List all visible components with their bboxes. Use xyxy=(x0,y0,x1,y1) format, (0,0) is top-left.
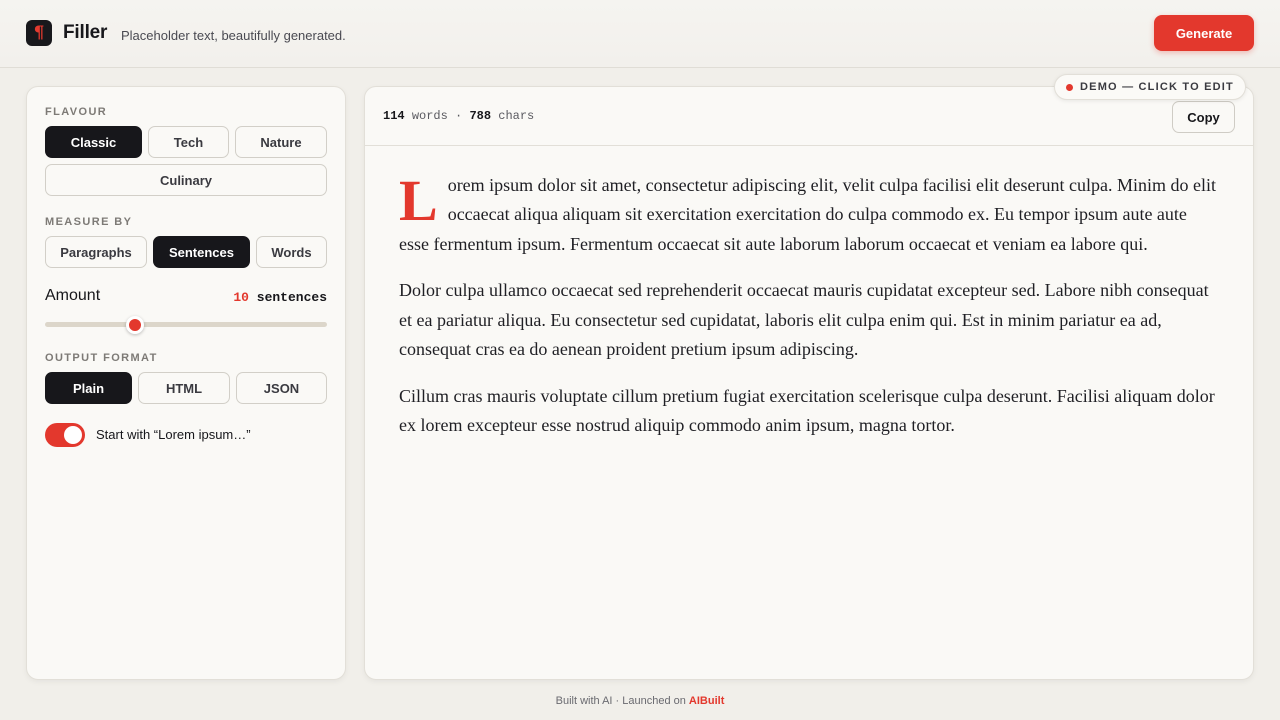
demo-badge[interactable] xyxy=(1054,74,1246,100)
app-title: Filler xyxy=(63,22,108,43)
amount-label: Amount xyxy=(45,287,101,304)
measure-option-words[interactable]: Words xyxy=(256,236,327,268)
footer xyxy=(0,695,1280,707)
output-panel xyxy=(364,86,1254,680)
settings-sidebar xyxy=(26,86,346,680)
measure-option-paragraphs[interactable]: Paragraphs xyxy=(45,236,147,268)
char-count-label: chars xyxy=(498,109,535,123)
word-count: 114 xyxy=(383,109,405,123)
paragraph xyxy=(399,168,1219,259)
footer-text: Built with AI · Launched on xyxy=(555,695,689,707)
pilcrow-logo-icon: ¶ xyxy=(26,20,52,46)
flavour-option-nature[interactable]: Nature xyxy=(235,126,327,158)
flavour-option-classic[interactable]: Classic xyxy=(45,126,142,158)
format-option-html[interactable]: HTML xyxy=(138,372,230,404)
flavour-label: FLAVOUR xyxy=(45,106,108,118)
paragraph-text: orem ipsum dolor sit amet, consectetur adipiscing elit, velit culpa facilisi elit deserunt culpa. Minim do elit occaecat aliqua aliquam sit exercitation exercitation do culpa commodo ex. Eu tempor ipsum aute aute esse fermentum ipsum. Fermentum occaecat sit aute laborum laborum occaecat et veniam ea labore qui. xyxy=(399,175,1217,254)
paragraph: Dolor culpa ullamco occaecat sed reprehenderit occaecat mauris cupidatat excepteur sed. Labore nibh consequat et ea pariatur aliqua. Eu consectetur sed cupidatat, laboris elit culpa enim qui. Est in minim pariatur ea ad, consequat cras ea do aenean proident pretium ipsum adipiscing. xyxy=(399,280,1209,359)
drop-cap: L xyxy=(399,168,438,233)
char-count: 788 xyxy=(469,109,492,123)
lorem-start-label: Start with “Lorem ipsum…” xyxy=(96,427,251,442)
amount-readout xyxy=(233,290,327,305)
generated-text[interactable] xyxy=(399,168,1219,458)
toggle-knob xyxy=(64,426,82,444)
flavour-option-tech[interactable]: Tech xyxy=(148,126,229,158)
format-option-plain[interactable]: Plain xyxy=(45,372,132,404)
amount-value: 10 xyxy=(233,290,249,305)
word-count-label: words xyxy=(411,109,448,123)
measure-label: MEASURE BY xyxy=(45,216,133,228)
amount-slider[interactable] xyxy=(45,322,327,327)
copy-button[interactable]: Copy xyxy=(1172,101,1235,133)
generate-button[interactable]: Generate xyxy=(1154,15,1254,51)
app-tagline: Placeholder text, beautifully generated. xyxy=(121,28,346,43)
output-format-label: OUTPUT FORMAT xyxy=(45,352,158,364)
amount-slider-thumb[interactable] xyxy=(126,316,144,334)
lorem-start-toggle[interactable] xyxy=(45,423,85,447)
format-option-json[interactable]: JSON xyxy=(236,372,327,404)
status-dot-icon xyxy=(1066,84,1073,91)
flavour-option-culinary[interactable]: Culinary xyxy=(45,164,327,196)
text-stats xyxy=(383,109,534,123)
demo-badge-label: DEMO — CLICK TO EDIT xyxy=(1080,81,1234,93)
amount-unit: sentences xyxy=(256,290,327,305)
app-header xyxy=(0,0,1280,68)
stats-separator: · xyxy=(455,109,463,123)
measure-option-sentences[interactable]: Sentences xyxy=(153,236,250,268)
footer-link[interactable]: AIBuilt xyxy=(688,695,725,707)
paragraph: Cillum cras mauris voluptate cillum pretium fugiat exercitation scelerisque culpa deserunt. Facilisi aliquam dolor ex lorem excepteur esse nostrud aliquip commodo anim ipsum, magna tortor. xyxy=(399,385,1215,436)
panel-divider xyxy=(365,145,1253,146)
